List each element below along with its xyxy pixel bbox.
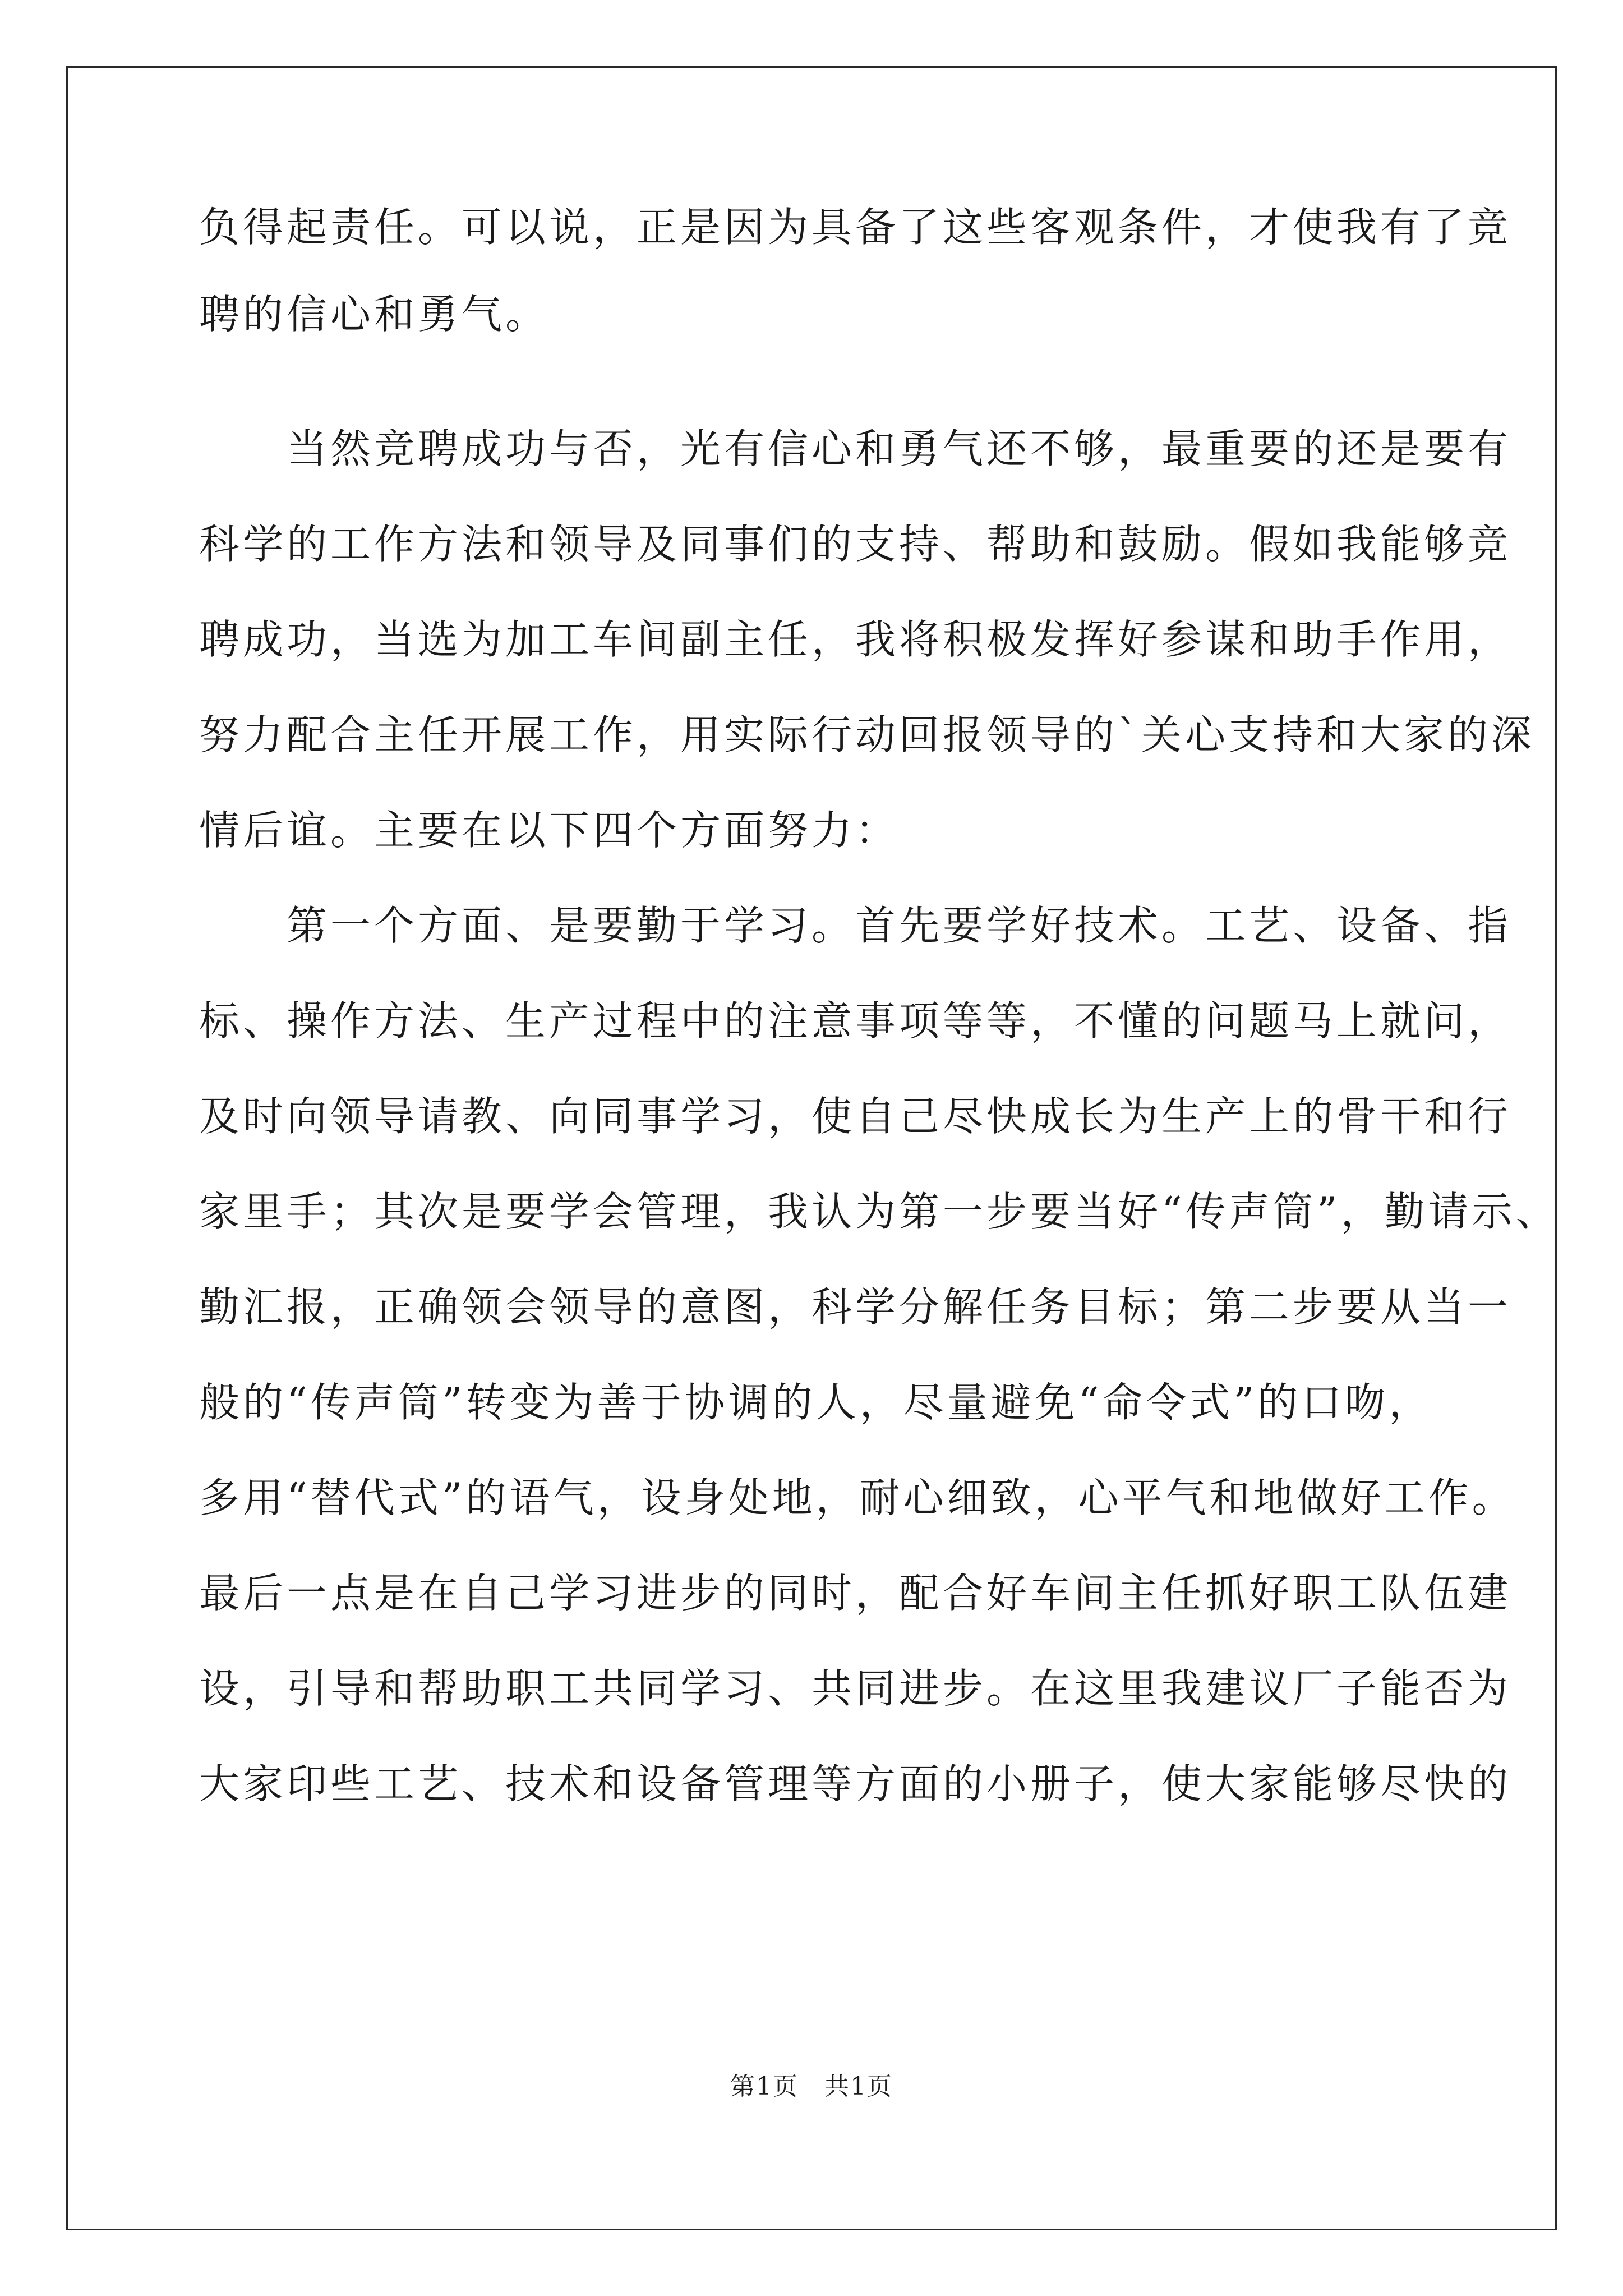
text-line: 当然竞聘成功与否，光有信心和勇气还不够，最重要的还是要有 [199,425,1512,472]
page-frame [66,66,1557,2230]
text-line: 标、操作方法、生产过程中的注意事项等等，不懂的问题马上就问， [199,997,1512,1045]
text-line: 第一个方面、是要勤于学习。首先要学好技术。工艺、设备、指 [199,902,1512,949]
text-line: 情后谊。主要在以下四个方面努力： [199,807,900,854]
text-line: 设，引导和帮助职工共同学习、共同进步。在这里我建议厂子能否为 [199,1665,1512,1712]
text-line: 勤汇报，正确领会领导的意图，科学分解任务目标；第二步要从当一 [199,1283,1512,1331]
text-line: 家里手；其次是要学会管理，我认为第一步要当好“传声筒”，勤请示、 [199,1188,1560,1235]
text-line: 科学的工作方法和领导及同事们的支持、帮助和鼓励。假如我能够竞 [199,521,1512,568]
text-line: 多用“替代式”的语气，设身处地，耐心细致，心平气和地做好工作。 [199,1474,1516,1521]
text-line: 负得起责任。可以说，正是因为具备了这些客观条件，才使我有了竞 [199,204,1512,251]
text-line: 最后一点是在自己学习进步的同时，配合好车间主任抓好职工队伍建 [199,1570,1512,1617]
text-line: 聘成功，当选为加工车间副主任，我将积极发挥好参谋和助手作用， [199,616,1512,663]
page-number-footer: 第1页 共1页 [730,2072,893,2101]
text-line: 努力配合主任开展工作，用实际行动回报领导的`关心支持和大家的深 [199,711,1536,758]
text-line: 大家印些工艺、技术和设备管理等方面的小册子，使大家能够尽快的 [199,1760,1512,1807]
text-line: 聘的信心和勇气。 [199,291,550,338]
text-line: 及时向领导请教、向同事学习，使自己尽快成长为生产上的骨干和行 [199,1093,1512,1140]
text-line: 般的“传声筒”转变为善于协调的人，尽量避免“命令式”的口吻， [199,1379,1433,1426]
